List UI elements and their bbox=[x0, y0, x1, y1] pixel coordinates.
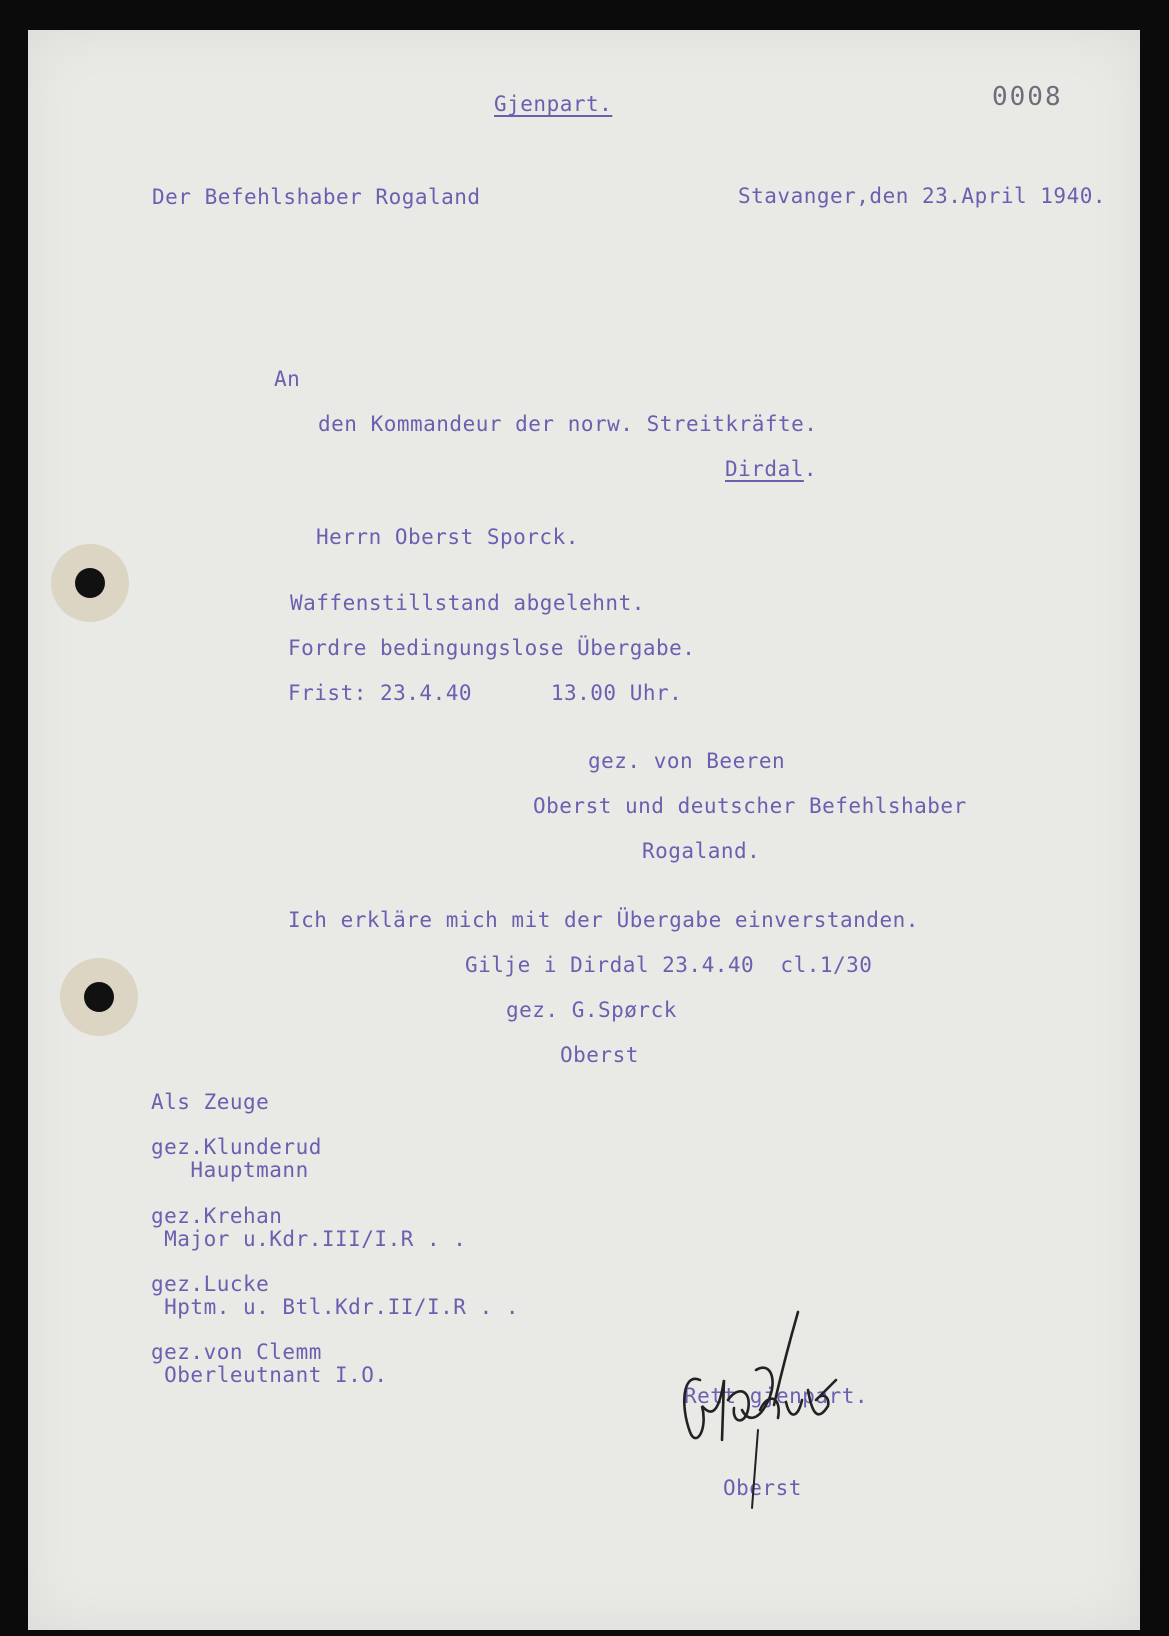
reply-rank: Oberst bbox=[560, 1043, 639, 1067]
witness-role: Major u.Kdr.III/I.R . . bbox=[151, 1227, 467, 1251]
witness-name: gez.Krehan bbox=[151, 1204, 283, 1228]
recipient-location bbox=[725, 457, 817, 481]
reply-signed: gez. G.Spørck bbox=[506, 998, 677, 1022]
document-title: Gjenpart. bbox=[494, 92, 613, 116]
location-suffix: . bbox=[803, 457, 818, 481]
certification-text: Rett gjenpart. bbox=[684, 1384, 869, 1408]
body-line-3: Frist: 23.4.40 13.00 Uhr. bbox=[288, 681, 683, 705]
body-line-2: Fordre bedingungslose Übergabe. bbox=[288, 636, 696, 660]
recipient: den Kommandeur der norw. Streitkräfte. bbox=[318, 412, 818, 436]
witness-name: gez.von Clemm bbox=[151, 1340, 322, 1364]
punch-hole-top bbox=[51, 544, 129, 622]
witness-heading: Als Zeuge bbox=[151, 1090, 270, 1114]
witness-role: Oberleutnant I.O. bbox=[151, 1363, 388, 1387]
salutation: Herrn Oberst Sporck. bbox=[316, 525, 579, 549]
signer-region: Rogaland. bbox=[642, 839, 761, 863]
signed-by: gez. von Beeren bbox=[588, 749, 786, 773]
reply-statement: Ich erkläre mich mit der Übergabe einverstanden. bbox=[288, 908, 919, 932]
address-to: An bbox=[274, 367, 301, 391]
reply-place-time: Gilje i Dirdal 23.4.40 cl.1/30 bbox=[465, 953, 873, 977]
certification-rank: Oberst bbox=[723, 1476, 802, 1500]
witness-name: gez.Lucke bbox=[151, 1272, 270, 1296]
witness-role: Hauptmann bbox=[151, 1158, 309, 1182]
signer-title: Oberst und deutscher Befehlshaber bbox=[533, 794, 967, 818]
punch-hole-bottom bbox=[60, 958, 138, 1036]
sender: Der Befehlshaber Rogaland bbox=[152, 185, 481, 209]
place-date: Stavanger,den 23.April 1940. bbox=[738, 184, 1107, 208]
page-number-stamp: 0008 bbox=[992, 82, 1063, 112]
document-page bbox=[28, 30, 1140, 1630]
location-name: Dirdal bbox=[725, 457, 804, 481]
body-line-1: Waffenstillstand abgelehnt. bbox=[290, 591, 645, 615]
witness-name: gez.Klunderud bbox=[151, 1135, 322, 1159]
witness-role: Hptm. u. Btl.Kdr.II/I.R . . bbox=[151, 1295, 520, 1319]
handwritten-signature bbox=[678, 1310, 848, 1510]
